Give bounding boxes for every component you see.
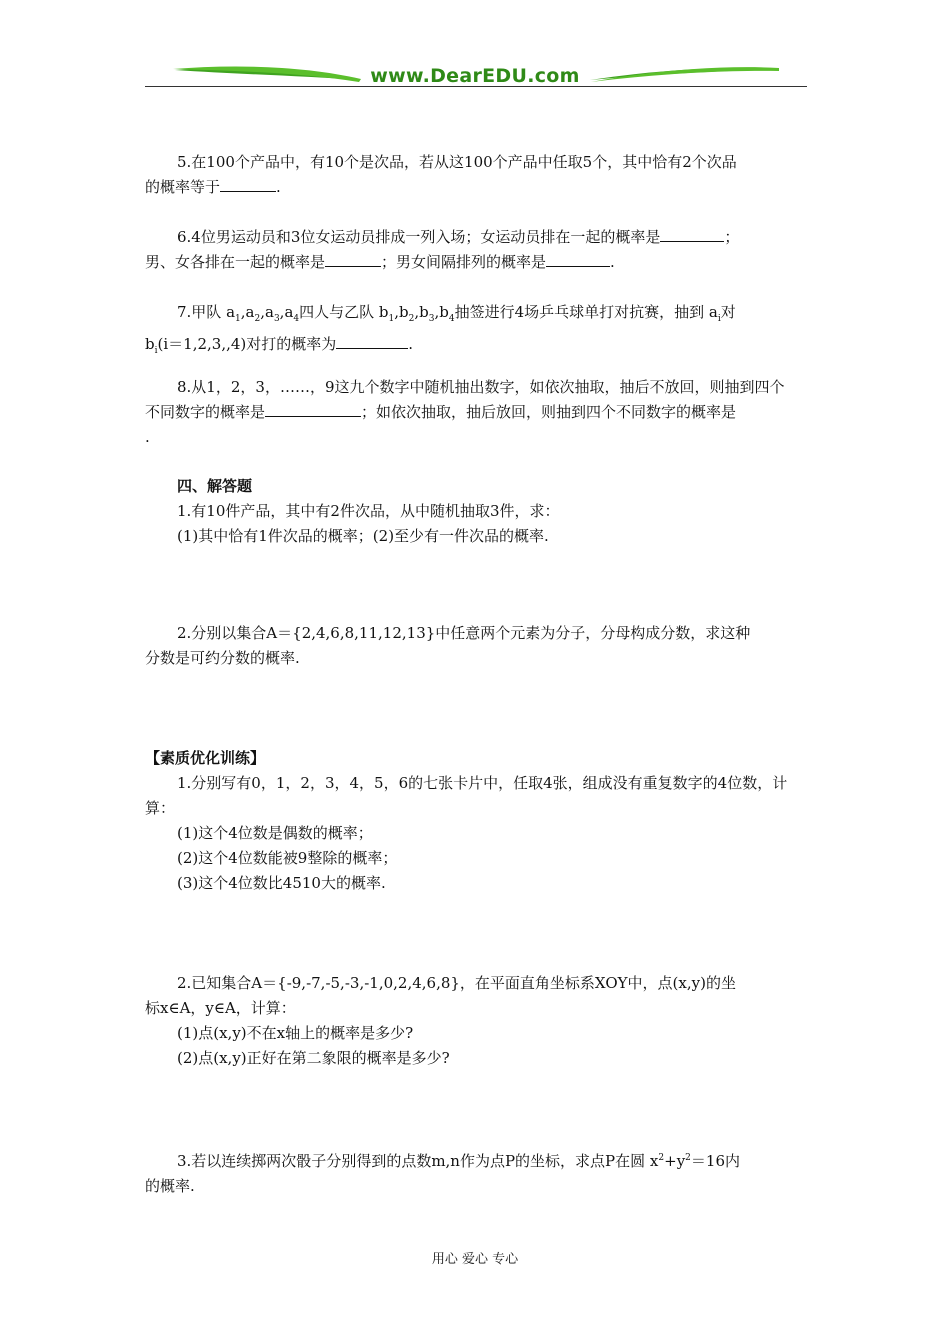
s5-p3-text: ＝16内 [690, 1152, 740, 1170]
q6-line1 [145, 225, 807, 250]
q7-text: 对 [720, 303, 736, 321]
q7-text: 7.甲队 a [177, 303, 236, 321]
sup: 2 [658, 1153, 665, 1163]
sub: 1 [235, 314, 241, 324]
question-7 [145, 300, 807, 364]
s5-p1-b: (2)这个4位数能被9整除的概率； [177, 849, 398, 867]
s5-p1-line2: 算： [145, 799, 176, 817]
s5-p2-b: (2)点(x,y)正好在第二象限的概率是多少? [177, 1049, 450, 1067]
sub: 2 [254, 314, 261, 324]
section-4-title: 四、解答题 [177, 477, 253, 495]
q5-period: . [276, 178, 281, 196]
q6-line2 [145, 250, 807, 275]
question-5 [145, 150, 807, 200]
s5-p1-c: (3)这个4位数比4510大的概率. [177, 874, 386, 892]
sub: i [717, 314, 721, 324]
answer-blank[interactable] [546, 252, 610, 267]
q7-text: b [145, 335, 155, 353]
s5-p1-line1: 1.分别写有0，1，2，3，4，5，6的七张卡片中，任取4张，组成没有重复数字的4位数，计 [177, 774, 788, 792]
answer-blank[interactable] [336, 334, 408, 349]
s4-p1-line1: 1.有10件产品，其中有2件次品，从中随机抽取3件，求： [177, 502, 560, 520]
site-logo[interactable]: www.DearEDU.com [370, 65, 580, 87]
q7-text: 四人与乙队 b [299, 303, 389, 321]
sup: 2 [685, 1153, 691, 1163]
section-4-problem-2 [145, 621, 807, 671]
sub: i [154, 346, 158, 356]
s5-p3-text: +y [664, 1152, 686, 1170]
section-5-problem-3 [145, 1146, 807, 1199]
q7-text: (i＝1,2,3,,4)对打的概率为 [157, 335, 337, 353]
q6-period: . [610, 253, 615, 271]
section-4 [145, 474, 807, 549]
sub: 4 [448, 314, 455, 324]
answer-blank[interactable] [265, 402, 361, 417]
question-6 [145, 225, 807, 275]
q8-line1: 8.从1，2，3，……，9这九个数字中随机抽出数字，如依次抽取，抽后不放回，则抽到四个 [177, 378, 785, 396]
sub: 2 [408, 314, 415, 324]
q7-period: . [408, 335, 414, 353]
sub: 3 [428, 314, 435, 324]
q5-line1: 5.在100个产品中，有10个是次品，若从这100个产品中任取5个，其中恰有2个次品 [177, 153, 737, 171]
s5-p2-a: (1)点(x,y)不在x轴上的概率是多少? [177, 1024, 414, 1042]
sub: 4 [293, 314, 300, 324]
q5-text: 的概率等于 [145, 178, 221, 196]
s5-p3-line1 [145, 1146, 807, 1174]
question-8 [145, 375, 807, 450]
answer-blank[interactable] [660, 227, 724, 242]
q8-line3: . [145, 428, 150, 446]
q8-text: ；如依次抽取，抽后放回，则抽到四个不同数字的概率是 [361, 403, 737, 421]
q7-line1: 7.甲队 $a_1,a_2,a_3,a_4$四人与乙队 $b_1,b_2,b_3,b_4$抽签进行4场乒乓球单打对抗赛，抽到 $a_i$对 [177, 303, 736, 324]
s4-p1-line2: (1)其中恰有1件次品的概率；(2)至少有一件次品的概率. [177, 527, 549, 545]
s4-p2-line2: 分数是可约分数的概率. [145, 649, 300, 667]
page-header [145, 62, 807, 92]
s5-p1-a: (1)这个4位数是偶数的概率； [177, 824, 373, 842]
q6-text: ；男女间隔排列的概率是 [381, 253, 547, 271]
s5-p3-text: 3.若以连续掷两次骰子分别得到的点数m,n作为点P的坐标，求点P在圆 x [177, 1152, 659, 1170]
sub: 3 [273, 314, 280, 324]
section-5-title: 【素质优化训练】 [145, 749, 266, 767]
page-footer: 用心 爱心 专心 [431, 1252, 519, 1267]
section-5 [145, 746, 807, 896]
q8-text: 不同数字的概率是 [145, 403, 266, 421]
s5-p2-line1: 2.已知集合A＝{-9,-7,-5,-3,-1,0,2,4,6,8}，在平面直角坐标系XOY中，点(x,y)的坐 [177, 974, 736, 992]
answer-blank[interactable] [325, 252, 381, 267]
s5-p3-line2: 的概率. [145, 1177, 195, 1195]
answer-blank[interactable] [220, 177, 276, 192]
q6-sep: ； [724, 228, 740, 246]
q6-text: 6.4位男运动员和3位女运动员排成一列入场；女运动员排在一起的概率是 [177, 228, 661, 246]
s5-p2-line2: 标x∈A，y∈A，计算： [145, 999, 296, 1017]
q7-text: 抽签进行4场乒乓球单打对抗赛，抽到 a [454, 303, 718, 321]
q8-line2 [145, 400, 807, 425]
sub: 1 [388, 314, 395, 324]
section-5-problem-2 [145, 971, 807, 1071]
q6-text: 男、女各排在一起的概率是 [145, 253, 326, 271]
q7-line2 [145, 332, 807, 364]
header-rule [145, 86, 807, 87]
s4-p2-line1: 2.分别以集合A＝{2,4,6,8,11,12,13}中任意两个元素为分子，分母构成分数，求这种 [177, 624, 751, 642]
q5-line2 [145, 175, 807, 200]
